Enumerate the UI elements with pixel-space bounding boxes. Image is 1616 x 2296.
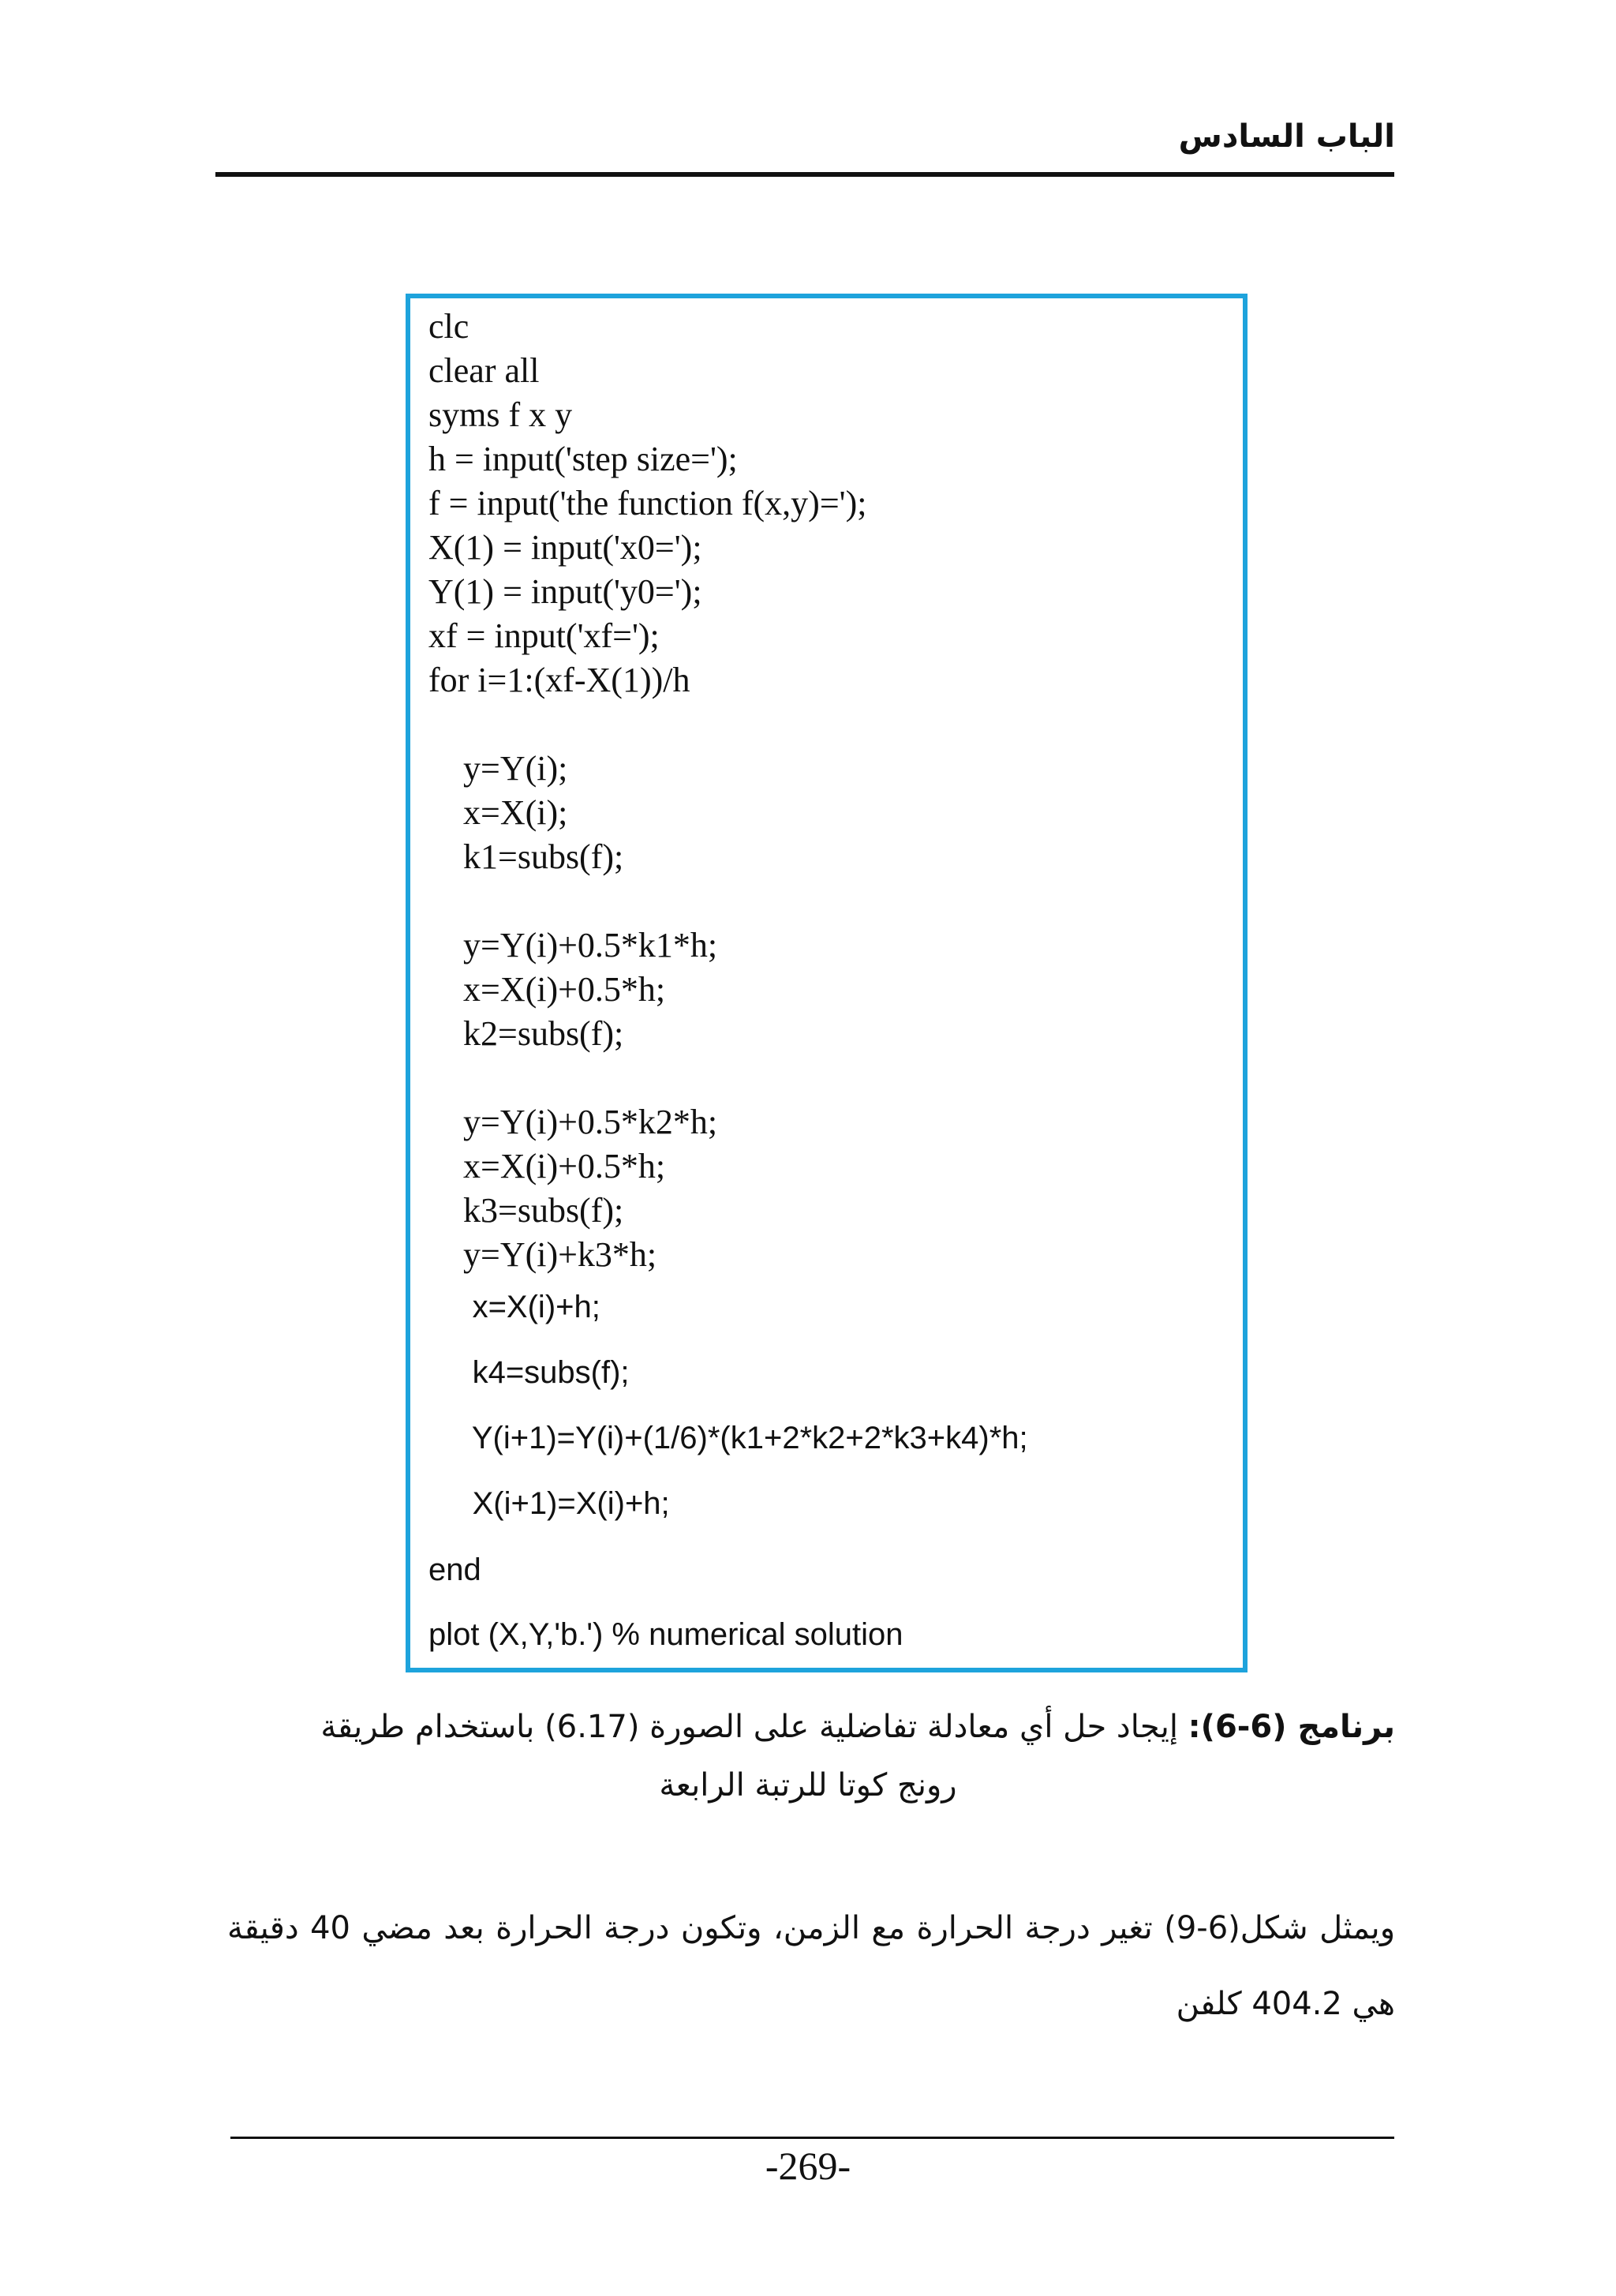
- program-caption-label: برنامج (6-6):: [1188, 1709, 1395, 1745]
- code-line-6: X(1) = input('x0=');: [428, 528, 702, 567]
- code-line-4: h = input('step size=');: [428, 440, 738, 478]
- code-line-15: y=Y(i)+0.5*k1*h;: [428, 926, 718, 964]
- code-line-27: end: [428, 1553, 481, 1587]
- code-line-1: clc: [428, 307, 469, 346]
- code-line-7: Y(1) = input('y0=');: [428, 572, 702, 611]
- code-line-24: k4=subs(f);: [428, 1355, 630, 1390]
- page-number: -269-: [765, 2144, 851, 2188]
- program-caption-text: إيجاد حل أي معادلة تفاضلية على الصورة (6.17) باستخدام طريقة: [320, 1709, 1188, 1745]
- code-line-28: plot (X,Y,'b.') % numerical solution: [428, 1617, 903, 1652]
- program-caption-second-line: رونج كوتا للرتبة الرابعة: [659, 1767, 957, 1803]
- code-line-16: x=X(i)+0.5*h;: [428, 970, 666, 1009]
- header-rule: [215, 172, 1394, 177]
- body-paragraph: ويمثل شكل(6-9) تغير درجة الحرارة مع الزمن، وتكون درجة الحرارة بعد مضي 40 دقيقة هي 404.2 كلفن: [227, 1910, 1396, 2022]
- code-line-21: k3=subs(f);: [428, 1191, 624, 1230]
- code-listing-box: [406, 294, 1248, 1672]
- code-line-26: X(i+1)=X(i)+h;: [428, 1486, 670, 1521]
- code-line-12: x=X(i);: [428, 793, 568, 832]
- code-line-23: x=X(i)+h;: [428, 1290, 600, 1324]
- code-line-25: Y(i+1)=Y(i)+(1/6)*(k1+2*k2+2*k3+k4)*h;: [428, 1421, 1028, 1455]
- footer-rule: [230, 2137, 1394, 2139]
- code-line-22: y=Y(i)+k3*h;: [428, 1235, 657, 1274]
- code-line-20: x=X(i)+0.5*h;: [428, 1147, 666, 1185]
- code-line-13: k1=subs(f);: [428, 837, 624, 876]
- code-line-17: k2=subs(f);: [428, 1014, 624, 1053]
- code-line-5: f = input('the function f(x,y)=');: [428, 484, 867, 522]
- code-line-2: clear all: [428, 351, 540, 390]
- code-line-9: for i=1:(xf-X(1))/h: [428, 661, 690, 699]
- chapter-title: الباب السادس: [1178, 118, 1395, 155]
- code-line-8: xf = input('xf=');: [428, 616, 660, 655]
- code-line-19: y=Y(i)+0.5*k2*h;: [428, 1103, 718, 1141]
- code-line-11: y=Y(i);: [428, 749, 568, 788]
- code-line-3: syms f x y: [428, 395, 573, 434]
